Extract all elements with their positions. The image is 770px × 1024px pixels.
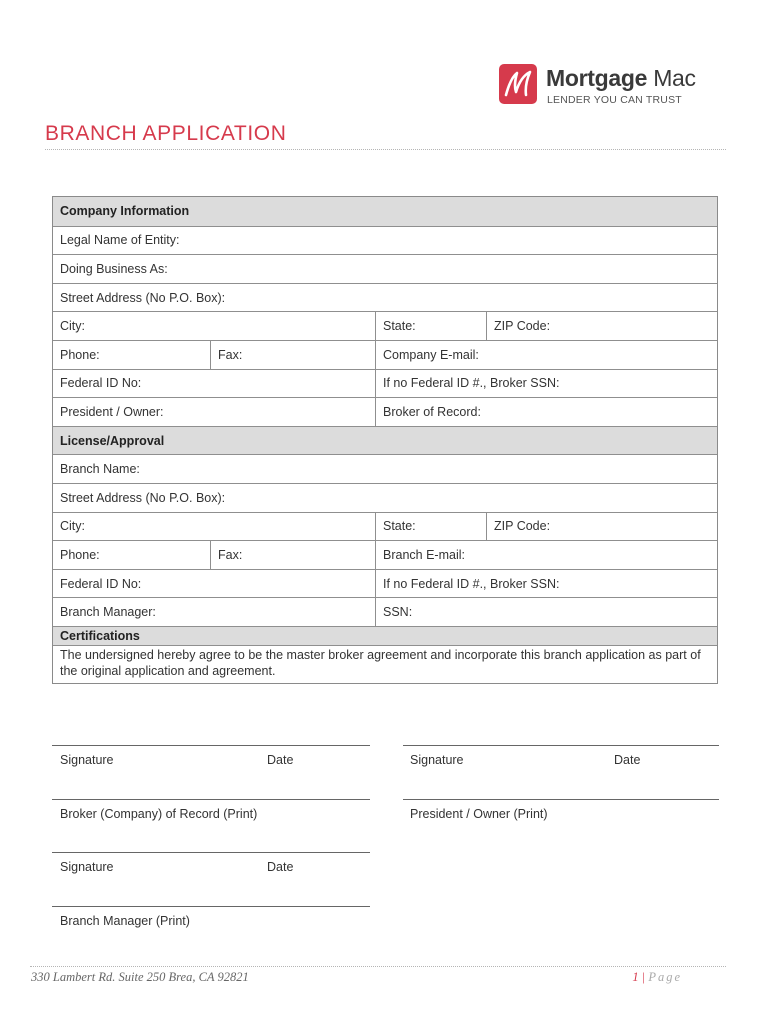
field-fax[interactable]: Fax:	[218, 347, 243, 362]
signature-line-branch-manager[interactable]	[52, 852, 370, 882]
field-broker-ssn[interactable]: If no Federal ID #., Broker SSN:	[383, 376, 560, 391]
field-branch-manager[interactable]: Branch Manager:	[60, 605, 156, 620]
field-label: Branch Name:	[60, 462, 140, 477]
page-title: BRANCH APPLICATION	[45, 122, 287, 145]
field-broker-ssn[interactable]: If no Federal ID #., Broker SSN:	[383, 576, 560, 591]
mortgage-mac-logo-icon	[499, 64, 537, 104]
field-label: Street Address (No P.O. Box):	[60, 490, 226, 505]
field-broker-of-record[interactable]: Broker of Record:	[383, 404, 481, 419]
row-branch-city-state-zip	[53, 512, 717, 541]
section-heading: Company Information	[60, 204, 190, 219]
field-city[interactable]: City:	[60, 319, 85, 334]
field-company-email[interactable]: Company E-mail:	[383, 347, 479, 362]
branch-application-form	[52, 196, 718, 684]
row-branch-phone-fax-email	[53, 540, 717, 569]
row-company-president	[53, 397, 717, 426]
field-doing-business-as[interactable]	[53, 254, 717, 283]
print-label: Broker (Company) of Record (Print)	[60, 807, 258, 821]
signature-line-broker[interactable]	[52, 745, 370, 775]
field-branch-street-address[interactable]	[53, 483, 717, 512]
field-branch-name[interactable]	[53, 454, 717, 483]
field-label: Legal Name of Entity:	[60, 233, 180, 248]
date-label: Date	[267, 753, 294, 767]
print-line-broker-of-record[interactable]	[52, 799, 370, 829]
print-line-branch-manager[interactable]	[52, 906, 370, 936]
field-ssn[interactable]: SSN:	[383, 605, 413, 620]
field-zip-code[interactable]: ZIP Code:	[494, 319, 551, 334]
section-heading: License/Approval	[60, 433, 165, 448]
row-company-phone-fax-email	[53, 340, 717, 369]
date-label: Date	[614, 753, 641, 767]
signature-label: Signature	[410, 753, 464, 767]
logo-tagline: LENDER YOU CAN TRUST	[547, 94, 682, 106]
signature-line-president[interactable]	[403, 745, 719, 775]
field-state[interactable]: State:	[383, 319, 416, 334]
field-city[interactable]: City:	[60, 519, 85, 534]
footer-page-number: 1 | Page	[632, 970, 682, 984]
date-label: Date	[267, 860, 294, 874]
field-branch-email[interactable]: Branch E-mail:	[383, 547, 465, 562]
field-legal-name[interactable]	[53, 226, 717, 255]
field-phone[interactable]: Phone:	[60, 347, 100, 362]
row-company-city-state-zip	[53, 311, 717, 340]
field-federal-id[interactable]: Federal ID No:	[60, 576, 142, 591]
field-company-street-address[interactable]	[53, 283, 717, 312]
print-label: President / Owner (Print)	[410, 807, 548, 821]
signature-label: Signature	[60, 753, 114, 767]
footer-address: 330 Lambert Rd. Suite 250 Brea, CA 92821	[31, 970, 249, 984]
row-company-federal-id	[53, 369, 717, 398]
certification-statement: The undersigned hereby agree to be the master broker agreement and incorporate this branch application as part of the original application and agreement.	[53, 645, 717, 683]
field-label: Doing Business As:	[60, 261, 168, 276]
field-label: Street Address (No P.O. Box):	[60, 290, 226, 305]
section-license-approval	[53, 426, 717, 455]
row-branch-manager	[53, 597, 717, 626]
section-heading: Certifications	[60, 628, 140, 643]
section-certifications	[53, 626, 717, 645]
company-logo	[499, 64, 709, 109]
field-president-owner[interactable]: President / Owner:	[60, 404, 164, 419]
signature-label: Signature	[60, 860, 114, 874]
footer-divider	[30, 966, 726, 967]
row-branch-federal-id	[53, 569, 717, 598]
field-federal-id[interactable]: Federal ID No:	[60, 376, 142, 391]
section-company-information	[53, 197, 717, 226]
logo-name: Mortgage Mac	[546, 65, 696, 91]
field-state[interactable]: State:	[383, 519, 416, 534]
print-line-president-owner[interactable]	[403, 799, 719, 829]
field-fax[interactable]: Fax:	[218, 547, 243, 562]
print-label: Branch Manager (Print)	[60, 914, 190, 928]
field-phone[interactable]: Phone:	[60, 547, 100, 562]
field-zip-code[interactable]: ZIP Code:	[494, 519, 551, 534]
title-divider	[45, 149, 726, 150]
